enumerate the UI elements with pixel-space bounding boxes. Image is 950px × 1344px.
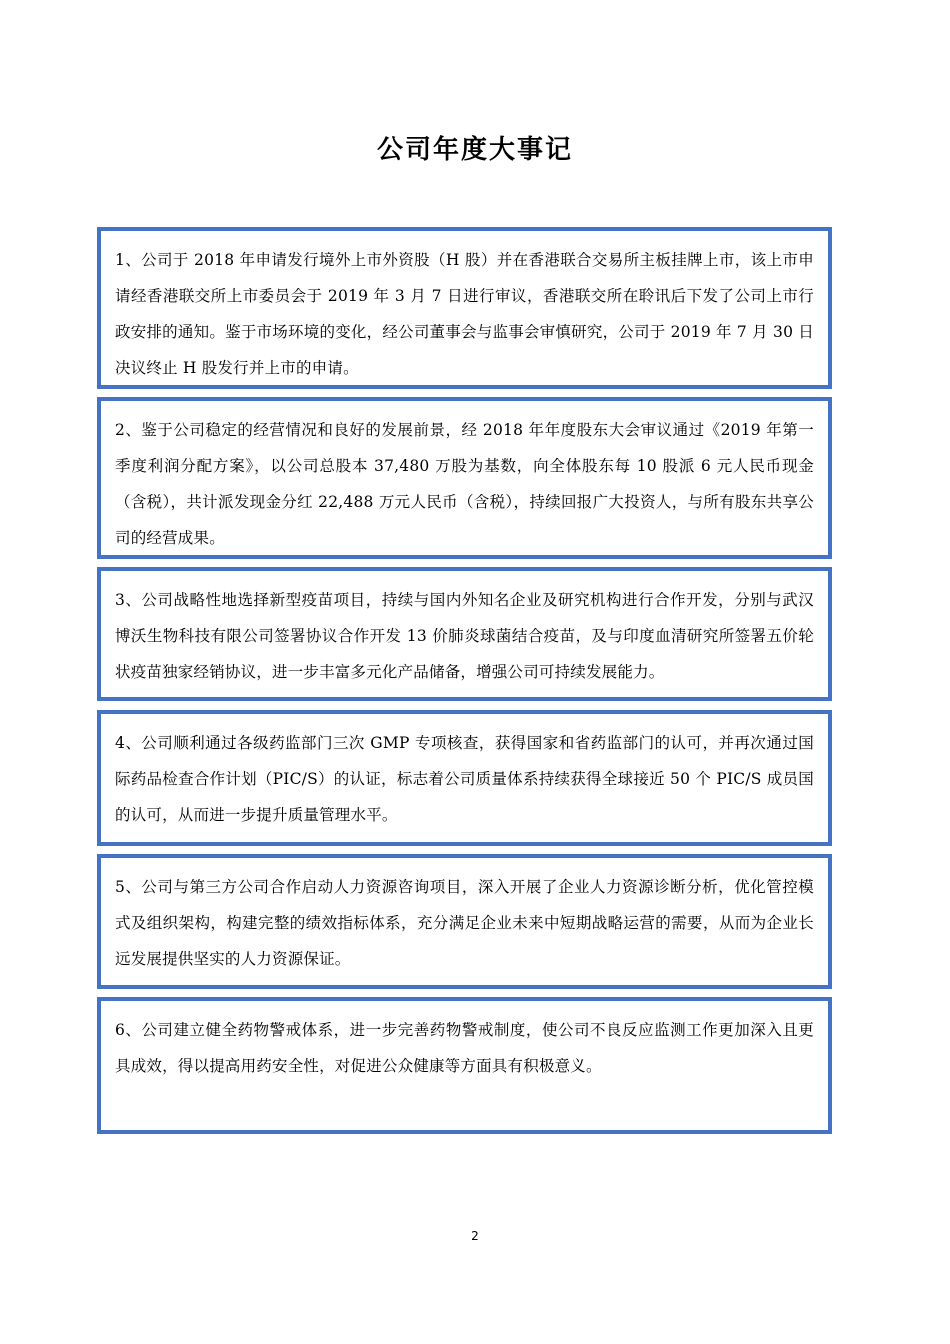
event-box-5 [97,854,832,989]
event-box-4 [97,710,832,846]
page-title: 公司年度大事记 [376,135,573,165]
event-text-6: 6、公司建立健全药物警戒体系，进一步完善药物警戒制度，使公司不良反应监测工作更加深入且更具成效，得以提高用药安全性，对促进公众健康等方面具有积极意义。 [115,1021,814,1075]
event-text-1: 1、公司于 2018 年申请发行境外上市外资股（H 股）并在香港联合交易所主板挂牌上市，该上市申请经香港联交所上市委员会于 2019 年 3 月 7 日进行审议，香港联交所在聆讯后下发了公司上市行政安排的通知。鉴于市场环境的变化，经公司董事会与监事会审慎研究，公司于 2019 年 7 月 30 日决议终止 H 股发行并上市的申请。 [115,251,814,377]
event-box-6 [97,997,832,1134]
page-number: 2 [471,1229,479,1243]
event-text-4: 4、公司顺利通过各级药监部门三次 GMP 专项核查，获得国家和省药监部门的认可，并再次通过国际药品检查合作计划（PIC/S）的认证，标志着公司质量体系持续获得全球接近 50 个 PIC/S 成员国的认可，从而进一步提升质量管理水平。 [115,734,814,824]
event-text-5: 5、公司与第三方公司合作启动人力资源咨询项目，深入开展了企业人力资源诊断分析，优化管控模式及组织架构，构建完整的绩效指标体系，充分满足企业未来中短期战略运营的需要，从而为企业长远发展提供坚实的人力资源保证。 [115,878,814,968]
event-box-2 [97,397,832,559]
event-box-1 [97,227,832,389]
event-text-3: 3、公司战略性地选择新型疫苗项目，持续与国内外知名企业及研究机构进行合作开发，分别与武汉博沃生物科技有限公司签署协议合作开发 13 价肺炎球菌结合疫苗，及与印度血清研究所签署五价轮状疫苗独家经销协议，进一步丰富多元化产品储备，增强公司可持续发展能力。 [115,591,814,681]
event-text-2: 2、鉴于公司稳定的经营情况和良好的发展前景，经 2018 年年度股东大会审议通过《2019 年第一季度利润分配方案》，以公司总股本 37,480 万股为基数，向全体股东每 10 股派 6 元人民币现金（含税），共计派发现金分红 22,488 万元人民币（含税），持续回报广大投资人，与所有股东共享公司的经营成果。 [115,421,814,547]
event-box-3 [97,567,832,701]
